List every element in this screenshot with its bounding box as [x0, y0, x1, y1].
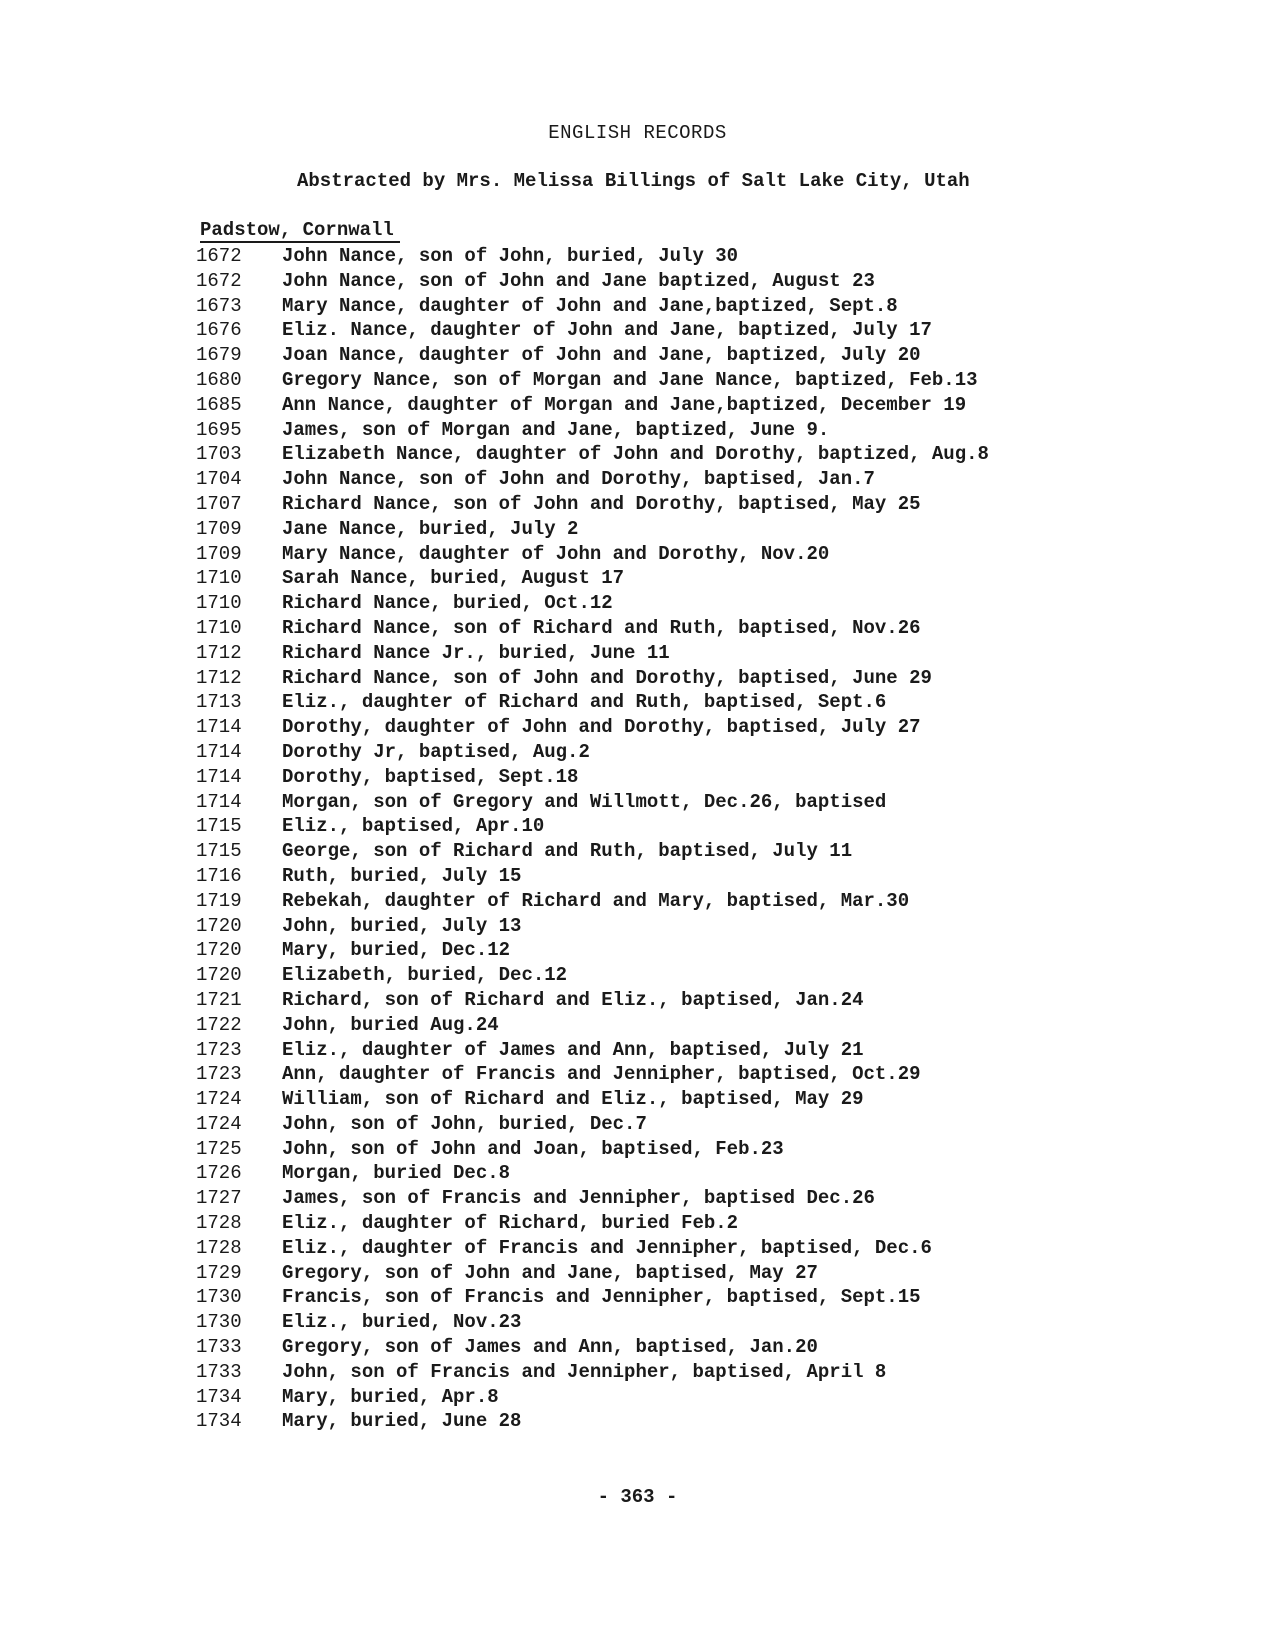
record-row [196, 517, 1196, 542]
record-year: 1714 [196, 790, 242, 813]
record-row [196, 765, 1196, 790]
record-text: Ann Nance, daughter of Morgan and Jane,baptized, December 19 [282, 393, 967, 416]
record-year: 1733 [196, 1336, 242, 1359]
record-row [196, 1236, 1196, 1261]
record-year: 1734 [196, 1410, 242, 1433]
place-heading: Padstow, Cornwall [200, 219, 400, 243]
record-row [196, 442, 1196, 467]
record-text: Dorothy Jr, baptised, Aug.2 [282, 740, 590, 763]
record-row [196, 418, 1196, 443]
record-text: Richard Nance, son of John and Dorothy, baptised, June 29 [282, 666, 932, 689]
record-row [196, 1038, 1196, 1063]
record-row [196, 1310, 1196, 1335]
record-row [196, 1137, 1196, 1162]
record-row [196, 1385, 1196, 1410]
record-row [196, 715, 1196, 740]
record-text: John, buried, July 13 [282, 914, 522, 937]
record-text: John, son of Francis and Jennipher, baptised, April 8 [282, 1360, 887, 1383]
record-year: 1695 [196, 418, 242, 441]
record-year: 1685 [196, 393, 242, 416]
record-row [196, 1211, 1196, 1236]
record-row [196, 368, 1196, 393]
record-row [196, 343, 1196, 368]
record-row [196, 591, 1196, 616]
record-text: Mary, buried, Dec.12 [282, 939, 511, 962]
record-row [196, 1112, 1196, 1137]
record-text: Elizabeth, buried, Dec.12 [282, 964, 568, 987]
record-text: Eliz., buried, Nov.23 [282, 1311, 522, 1334]
record-text: Richard Nance, son of John and Dorothy, baptised, May 25 [282, 492, 921, 515]
record-year: 1734 [196, 1385, 242, 1408]
record-text: James, son of Francis and Jennipher, baptised Dec.26 [282, 1187, 875, 1210]
record-text: Eliz., daughter of James and Ann, baptised, July 21 [282, 1038, 864, 1061]
record-row [196, 914, 1196, 939]
record-year: 1680 [196, 368, 242, 391]
record-row [196, 740, 1196, 765]
record-text: William, son of Richard and Eliz., baptised, May 29 [282, 1088, 864, 1111]
record-row [196, 467, 1196, 492]
record-text: James, son of Morgan and Jane, baptized, June 9. [282, 418, 830, 441]
record-year: 1715 [196, 840, 242, 863]
record-row [196, 542, 1196, 567]
record-year: 1724 [196, 1112, 242, 1135]
record-text: Eliz. Nance, daughter of John and Jane, baptized, July 17 [282, 319, 932, 342]
record-text: Morgan, buried Dec.8 [282, 1162, 511, 1185]
record-text: Richard, son of Richard and Eliz., baptised, Jan.24 [282, 988, 864, 1011]
record-year: 1725 [196, 1137, 242, 1160]
record-year: 1723 [196, 1038, 242, 1061]
record-year: 1704 [196, 468, 242, 491]
record-text: Richard Nance, buried, Oct.12 [282, 592, 613, 615]
record-row [196, 690, 1196, 715]
record-text: Mary Nance, daughter of John and Dorothy, Nov.20 [282, 542, 830, 565]
record-row [196, 988, 1196, 1013]
record-text: Ann, daughter of Francis and Jennipher, baptised, Oct.29 [282, 1063, 921, 1086]
record-text: John Nance, son of John, buried, July 30 [282, 245, 739, 267]
record-text: John Nance, son of John and Jane baptized, August 23 [282, 269, 875, 292]
record-row [196, 1285, 1196, 1310]
record-row [196, 814, 1196, 839]
record-text: Gregory Nance, son of Morgan and Jane Nance, baptized, Feb.13 [282, 368, 978, 391]
record-row [196, 864, 1196, 889]
record-year: 1719 [196, 889, 242, 912]
record-text: John, son of John, buried, Dec.7 [282, 1112, 647, 1135]
record-year: 1707 [196, 492, 242, 515]
record-year: 1729 [196, 1261, 242, 1284]
record-row [196, 1013, 1196, 1038]
record-text: John, buried Aug.24 [282, 1013, 499, 1036]
record-text: Gregory, son of John and Jane, baptised, May 27 [282, 1261, 818, 1284]
record-row [196, 1186, 1196, 1211]
record-row [196, 566, 1196, 591]
record-year: 1714 [196, 716, 242, 739]
record-row [196, 294, 1196, 319]
record-text: John, son of John and Joan, baptised, Feb.23 [282, 1137, 784, 1160]
record-year: 1730 [196, 1286, 242, 1309]
record-year: 1673 [196, 294, 242, 317]
record-row [196, 244, 1196, 269]
record-row [196, 889, 1196, 914]
record-year: 1720 [196, 939, 242, 962]
record-year: 1728 [196, 1236, 242, 1259]
record-year: 1676 [196, 319, 242, 342]
record-row [196, 963, 1196, 988]
record-row [196, 839, 1196, 864]
record-text: Mary, buried, June 28 [282, 1410, 522, 1433]
record-text: Mary, buried, Apr.8 [282, 1385, 499, 1408]
page-title: ENGLISH RECORDS [548, 122, 727, 144]
record-year: 1715 [196, 815, 242, 838]
page-subtitle: Abstracted by Mrs. Melissa Billings of Salt Lake City, Utah [297, 170, 970, 192]
record-year: 1726 [196, 1162, 242, 1185]
record-text: Eliz., daughter of Francis and Jennipher, baptised, Dec.6 [282, 1236, 932, 1259]
record-year: 1713 [196, 691, 242, 714]
record-text: Dorothy, daughter of John and Dorothy, baptised, July 27 [282, 716, 921, 739]
record-year: 1712 [196, 666, 242, 689]
record-year: 1723 [196, 1063, 242, 1086]
record-row [196, 269, 1196, 294]
record-row [196, 1087, 1196, 1112]
record-row [196, 616, 1196, 641]
record-year: 1710 [196, 616, 242, 639]
record-year: 1716 [196, 864, 242, 887]
record-row [196, 1409, 1196, 1434]
record-text: Ruth, buried, July 15 [282, 864, 522, 887]
record-text: Eliz., daughter of Richard and Ruth, baptised, Sept.6 [282, 691, 887, 714]
record-year: 1710 [196, 567, 242, 590]
record-text: Francis, son of Francis and Jennipher, baptised, Sept.15 [282, 1286, 921, 1309]
record-row [196, 641, 1196, 666]
record-text: Jane Nance, buried, July 2 [282, 517, 579, 540]
record-text: Morgan, son of Gregory and Willmott, Dec.26, baptised [282, 790, 887, 813]
record-text: Richard Nance, son of Richard and Ruth, baptised, Nov.26 [282, 616, 921, 639]
record-row [196, 1261, 1196, 1286]
record-row [196, 790, 1196, 815]
record-year: 1730 [196, 1311, 242, 1334]
record-text: Gregory, son of James and Ann, baptised, Jan.20 [282, 1336, 818, 1359]
record-year: 1679 [196, 344, 242, 367]
record-text: Eliz., baptised, Apr.10 [282, 815, 545, 838]
record-year: 1709 [196, 542, 242, 565]
page-number: - 363 - [597, 1486, 678, 1508]
record-year: 1721 [196, 988, 242, 1011]
record-row [196, 492, 1196, 517]
record-year: 1720 [196, 914, 242, 937]
record-year: 1714 [196, 765, 242, 788]
record-text: John Nance, son of John and Dorothy, baptised, Jan.7 [282, 468, 875, 491]
record-row [196, 393, 1196, 418]
record-text: Dorothy, baptised, Sept.18 [282, 765, 579, 788]
record-year: 1703 [196, 443, 242, 466]
record-text: Eliz., daughter of Richard, buried Feb.2 [282, 1212, 739, 1235]
record-year: 1724 [196, 1088, 242, 1111]
record-year: 1714 [196, 740, 242, 763]
record-row [196, 666, 1196, 691]
record-row [196, 1062, 1196, 1087]
record-year: 1733 [196, 1360, 242, 1383]
record-row [196, 1335, 1196, 1360]
record-year: 1728 [196, 1212, 242, 1235]
record-row [196, 1161, 1196, 1186]
record-year: 1709 [196, 517, 242, 540]
record-year: 1712 [196, 641, 242, 664]
record-year: 1727 [196, 1187, 242, 1210]
record-text: George, son of Richard and Ruth, baptised, July 11 [282, 840, 853, 863]
record-row [196, 318, 1196, 343]
record-text: Mary Nance, daughter of John and Jane,baptized, Sept.8 [282, 294, 898, 317]
record-year: 1720 [196, 964, 242, 987]
record-year: 1672 [196, 269, 242, 292]
record-text: Richard Nance Jr., buried, June 11 [282, 641, 670, 664]
record-text: Joan Nance, daughter of John and Jane, baptized, July 20 [282, 344, 921, 367]
record-year: 1710 [196, 592, 242, 615]
record-row [196, 1360, 1196, 1385]
record-text: Rebekah, daughter of Richard and Mary, baptised, Mar.30 [282, 889, 910, 912]
records-list [196, 244, 1196, 1434]
record-year: 1722 [196, 1013, 242, 1036]
record-row [196, 938, 1196, 963]
record-text: Sarah Nance, buried, August 17 [282, 567, 625, 590]
record-text: Elizabeth Nance, daughter of John and Dorothy, baptized, Aug.8 [282, 443, 989, 466]
record-year: 1672 [196, 245, 242, 267]
